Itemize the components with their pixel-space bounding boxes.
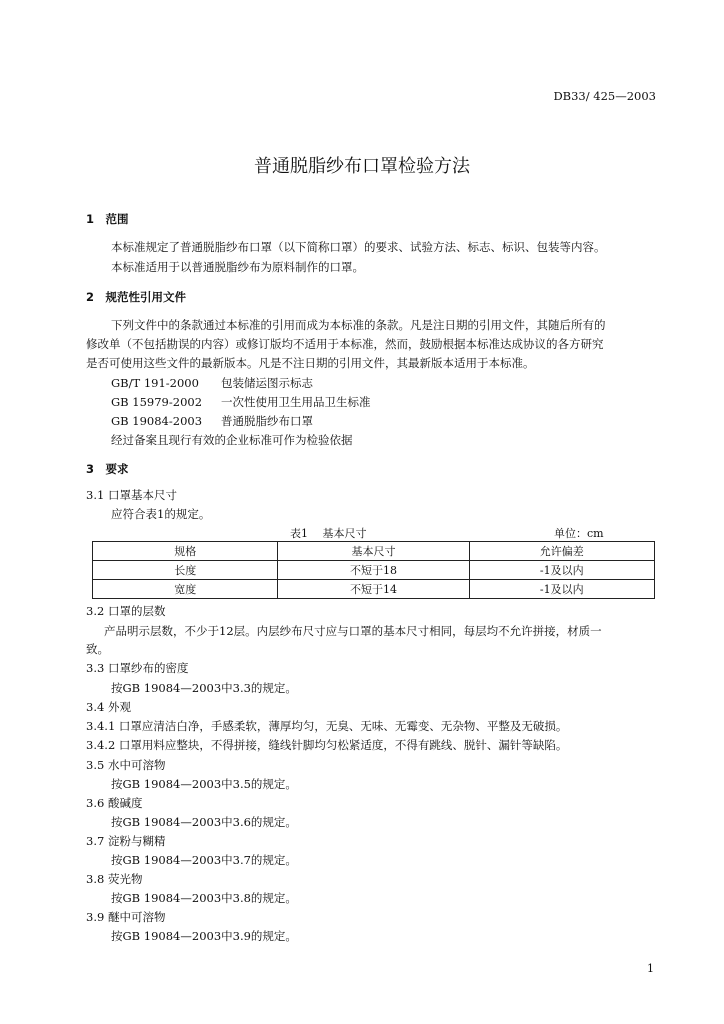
table-header-cell: 规格 <box>93 542 278 561</box>
standard-number: DB33/ 425—2003 <box>553 89 656 103</box>
clause-3-6-heading: 3.6 酸碱度 <box>86 796 143 810</box>
reference-item <box>111 413 313 429</box>
clause-3-4-1: 3.4.1 口罩应清洁白净，手感柔软，薄厚均匀，无臭、无味、无霉变、无杂物、平整及无破损。 <box>86 719 568 733</box>
clause-3-2-line-1: 产品明示层数，不少于12层。内层纱布尺寸应与口罩的基本尺寸相同，每层均不允许拼接，材质一 <box>104 624 602 638</box>
reference-title: 包装储运图示标志 <box>221 376 313 390</box>
section-2-line-1: 下列文件中的条款通过本标准的引用而成为本标准的条款。凡是注日期的引用文件，其随后所有的 <box>111 318 606 332</box>
table-row <box>93 561 655 580</box>
clause-3-8-heading: 3.8 荧光物 <box>86 872 143 886</box>
clause-3-2-line-2: 致。 <box>86 642 109 656</box>
clause-3-9-heading: 3.9 醚中可溶物 <box>86 910 166 924</box>
section-1-paragraph-1: 本标准规定了普通脱脂纱布口罩（以下简称口罩）的要求、试验方法、标志、标识、包装等内容。 <box>111 240 606 254</box>
section-3-heading: 3 要求 <box>86 462 129 476</box>
table-cell: 宽度 <box>93 580 278 599</box>
page-number: 1 <box>647 962 654 975</box>
table-cell: -1及以内 <box>469 580 654 599</box>
dimension-table <box>92 541 655 599</box>
clause-3-7-text: 按GB 19084—2003中3.7的规定。 <box>111 853 297 867</box>
section-2-heading: 2 规范性引用文件 <box>86 290 187 304</box>
reference-title: 普通脱脂纱布口罩 <box>221 414 313 428</box>
reference-code: GB/T 191-2000 <box>111 376 199 390</box>
clause-3-5-heading: 3.5 水中可溶物 <box>86 758 166 772</box>
clause-3-6-text: 按GB 19084—2003中3.6的规定。 <box>111 815 297 829</box>
table-cell: 长度 <box>93 561 278 580</box>
table-cell: -1及以内 <box>469 561 654 580</box>
section-1-heading: 1 范围 <box>86 212 129 226</box>
reference-item <box>111 375 313 391</box>
section-1-paragraph-2: 本标准适用于以普通脱脂纱布为原料制作的口罩。 <box>111 260 364 274</box>
clause-3-3-text: 按GB 19084—2003中3.3的规定。 <box>111 681 297 695</box>
clause-3-1-text: 应符合表1的规定。 <box>111 507 211 521</box>
section-2-line-3: 是否可使用这些文件的最新版本。凡是不注日期的引用文件，其最新版本适用于本标准。 <box>86 356 535 370</box>
reference-title: 一次性使用卫生用品卫生标准 <box>221 395 371 409</box>
reference-code: GB 15979-2002 <box>111 395 203 409</box>
document-title: 普通脱脂纱布口罩检验方法 <box>254 156 470 177</box>
clause-3-2-heading: 3.2 口罩的层数 <box>86 604 166 618</box>
reference-item <box>111 394 371 410</box>
clause-3-5-text: 按GB 19084—2003中3.5的规定。 <box>111 777 297 791</box>
clause-3-4-2: 3.4.2 口罩用料应整块，不得拼接，缝线针脚均匀松紧适度，不得有跳线、脱针、漏针等缺陷。 <box>86 738 568 752</box>
clause-3-8-text: 按GB 19084—2003中3.8的规定。 <box>111 891 297 905</box>
table-header-cell: 允许偏差 <box>469 542 654 561</box>
clause-3-7-heading: 3.7 淀粉与糊精 <box>86 834 166 848</box>
table-unit: 单位：cm <box>554 527 604 540</box>
clause-3-3-heading: 3.3 口罩纱布的密度 <box>86 661 189 675</box>
table-cell: 不短于18 <box>278 561 469 580</box>
table-header-cell: 基本尺寸 <box>278 542 469 561</box>
clause-3-4-heading: 3.4 外观 <box>86 700 131 714</box>
section-2-line-2: 修改单（不包括勘误的内容）或修订版均不适用于本标准，然而，鼓励根据本标准达成协议的各方研究 <box>86 337 604 351</box>
reference-code: GB 19084-2003 <box>111 414 203 428</box>
table-cell: 不短于14 <box>278 580 469 599</box>
table-row <box>93 580 655 599</box>
table-caption: 表1 基本尺寸 <box>290 527 367 540</box>
table-header-row <box>93 542 655 561</box>
section-2-note: 经过备案且现行有效的企业标准可作为检验依据 <box>111 433 353 447</box>
clause-3-1-heading: 3.1 口罩基本尺寸 <box>86 488 177 502</box>
clause-3-9-text: 按GB 19084—2003中3.9的规定。 <box>111 929 297 943</box>
